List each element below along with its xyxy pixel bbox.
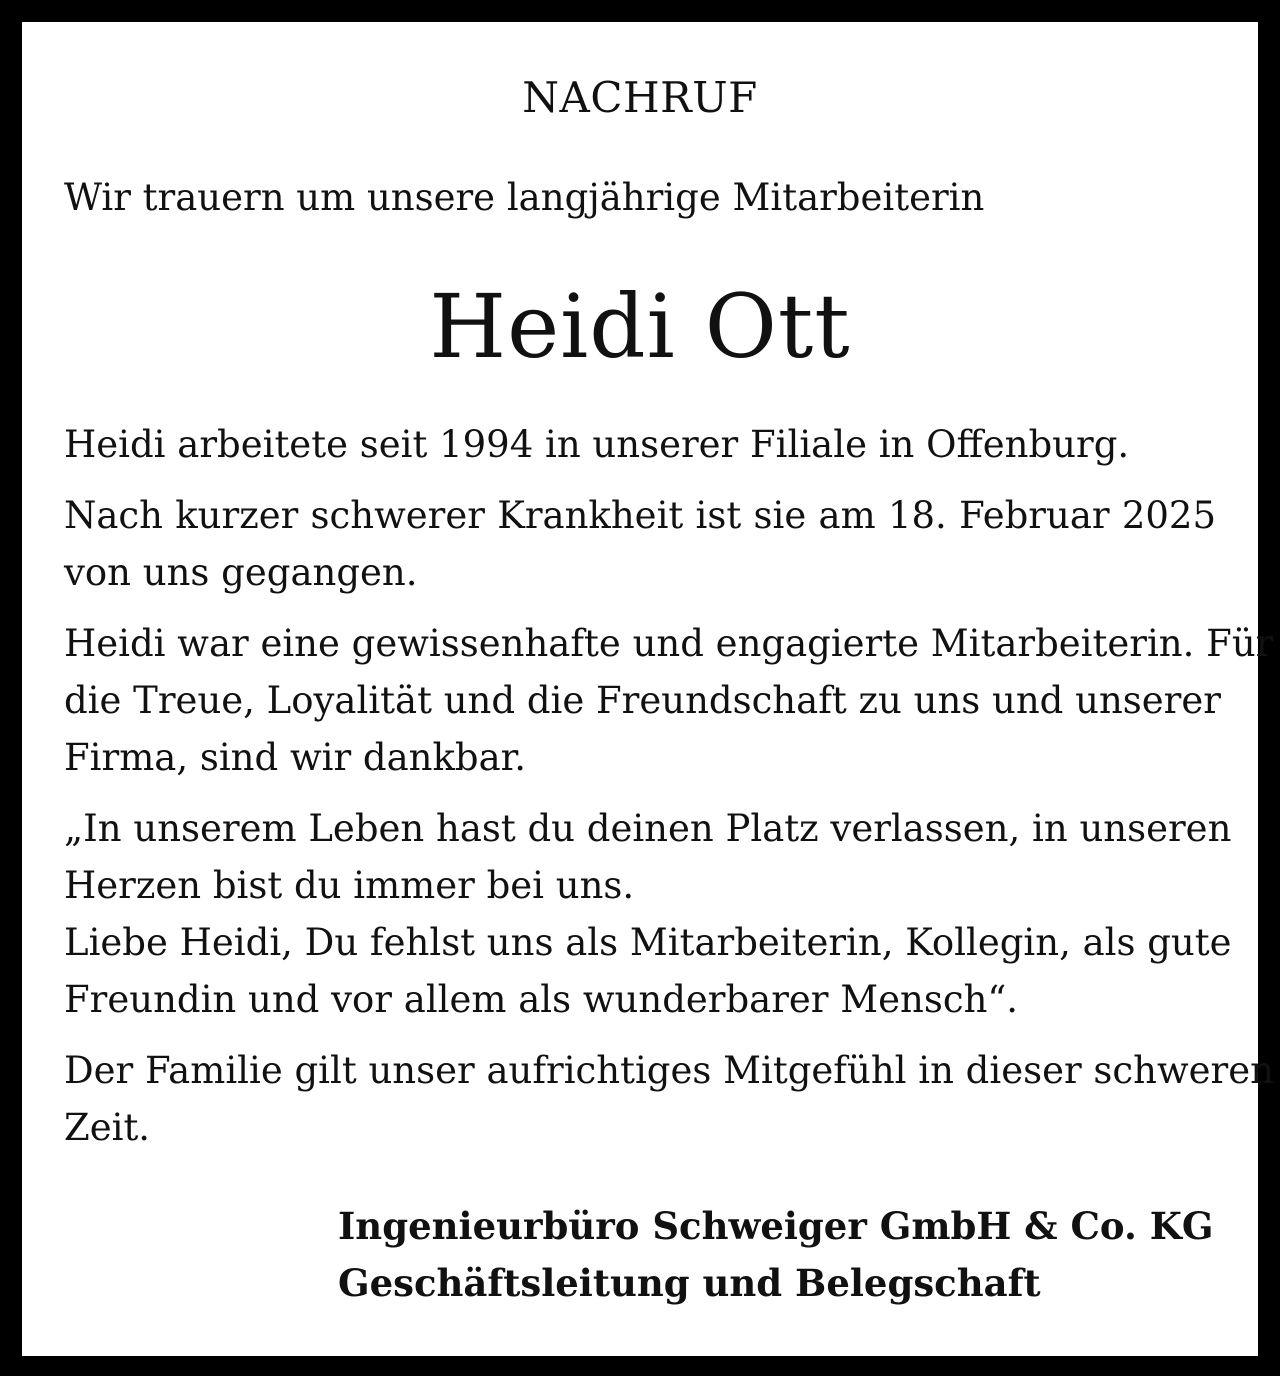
text-line: Der Familie gilt unser aufrichtiges Mitgefühl in dieser schweren bbox=[64, 1049, 1274, 1092]
text-line: Heidi arbeitete seit 1994 in unserer Filiale in Offenburg. bbox=[64, 423, 1130, 466]
signature-group: Geschäftsleitung und Belegschaft bbox=[338, 1261, 1041, 1305]
text-line: Heidi war eine gewissenhafte und engagierte Mitarbeiterin. Für bbox=[64, 622, 1274, 665]
text-line: Zeit. bbox=[64, 1106, 151, 1149]
deceased-name: Heidi Ott bbox=[429, 275, 851, 378]
text-line: Freundin und vor allem als wunderbarer Mensch“. bbox=[64, 978, 1019, 1021]
text-line: die Treue, Loyalität und die Freundschaft zu uns und unserer bbox=[64, 679, 1221, 722]
obituary-notice bbox=[22, 22, 1274, 1356]
notice-heading: NACHRUF bbox=[522, 73, 758, 122]
notice-body bbox=[64, 416, 1274, 1170]
intro-text: Wir trauern um unsere langjährige Mitarbeiterin bbox=[64, 176, 985, 219]
text-line: von uns gegangen. bbox=[64, 551, 418, 594]
text-line: Nach kurzer schwerer Krankheit ist sie am 18. Februar 2025 bbox=[64, 494, 1216, 537]
text-line: Liebe Heidi, Du fehlst uns als Mitarbeiterin, Kollegin, als gute bbox=[64, 921, 1232, 964]
company-name: Ingenieurbüro Schweiger GmbH & Co. KG bbox=[338, 1204, 1214, 1248]
paragraph-condolence bbox=[64, 1042, 1274, 1156]
paragraph-passing bbox=[64, 487, 1216, 601]
text-line: „In unserem Leben hast du deinen Platz verlassen, in unseren bbox=[64, 807, 1232, 850]
paragraph-quote bbox=[64, 800, 1232, 1028]
text-line: Herzen bist du immer bei uns. bbox=[64, 864, 635, 907]
paragraph-gratitude bbox=[64, 615, 1274, 786]
signature-block bbox=[338, 1198, 1218, 1312]
paragraph-employment bbox=[64, 416, 1216, 473]
text-line: Firma, sind wir dankbar. bbox=[64, 736, 527, 779]
